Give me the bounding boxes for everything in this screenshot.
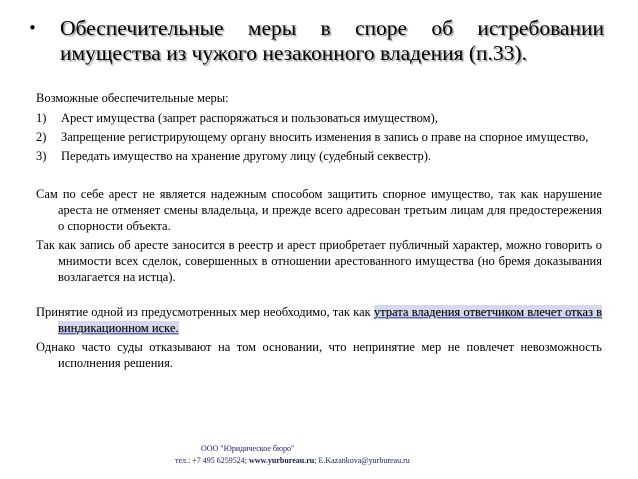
footer-website-link[interactable]: www.yurbureau.ru <box>249 456 315 465</box>
paragraph-measures-necessity <box>36 304 602 336</box>
footer-company: ООО "Юридическое бюро" <box>201 444 295 453</box>
highlighted-phrase: утрата владения ответчиком влечет отказ в виндикационном иске. <box>58 305 602 335</box>
paragraph-arrest-reliability: Сам по себе арест не является надежным способом защитить спорное имущество, так как нарушение ареста не отменяет смены владельца, и прежде всего адресован третьим лицам для предостережения о спорности объекта. <box>36 187 602 233</box>
paragraph-text: Принятие одной из предусмотренных мер необходимо, так как <box>36 305 374 319</box>
footer-phone: тел.: +7 495 6259524; <box>175 456 247 465</box>
measure-item-3 <box>36 148 602 164</box>
measure-number: 3) <box>36 149 47 163</box>
footer-email-link[interactable]: E.Kazankova@yurbureau.ru <box>318 456 410 465</box>
measure-text: Запрещение регистрирующему органу вносить изменения в запись о праве на спорное имущество, <box>61 130 589 144</box>
intro-text: Возможные обеспечительные меры: <box>36 91 229 105</box>
slide-body <box>36 90 602 371</box>
measure-number: 1) <box>36 111 47 125</box>
heading-title: Обеспечительные меры в споре об истребовании имущества из чужого незаконного владения (п.33). <box>60 16 604 65</box>
measure-item-1 <box>36 110 602 126</box>
measure-text: Арест имущества (запрет распоряжаться и пользоваться имуществом), <box>61 111 438 125</box>
measure-number: 2) <box>36 130 47 144</box>
paragraph-registry-record: Так как запись об аресте заносится в реестр и арест приобретает публичный характер, можно говорить о мнимости всех сделок, совершенных в отношении арестованного имущества (но бремя доказывания возлагается на истца). <box>36 238 602 284</box>
footer-contacts: тел.: +7 495 6259524; www.yurbureau.ru; E.Kazankova@yurbureau.ru <box>175 456 410 465</box>
measure-item-2 <box>36 129 602 145</box>
paragraph-court-refusal: Однако часто суды отказывают на том основании, что непринятие мер не повлечет невозможность исполнения решения. <box>36 340 602 370</box>
slide-heading <box>28 16 604 66</box>
measure-text: Передать имущество на хранение другому лицу (судебный секвестр). <box>61 149 432 163</box>
heading-bullet: • <box>28 19 37 37</box>
